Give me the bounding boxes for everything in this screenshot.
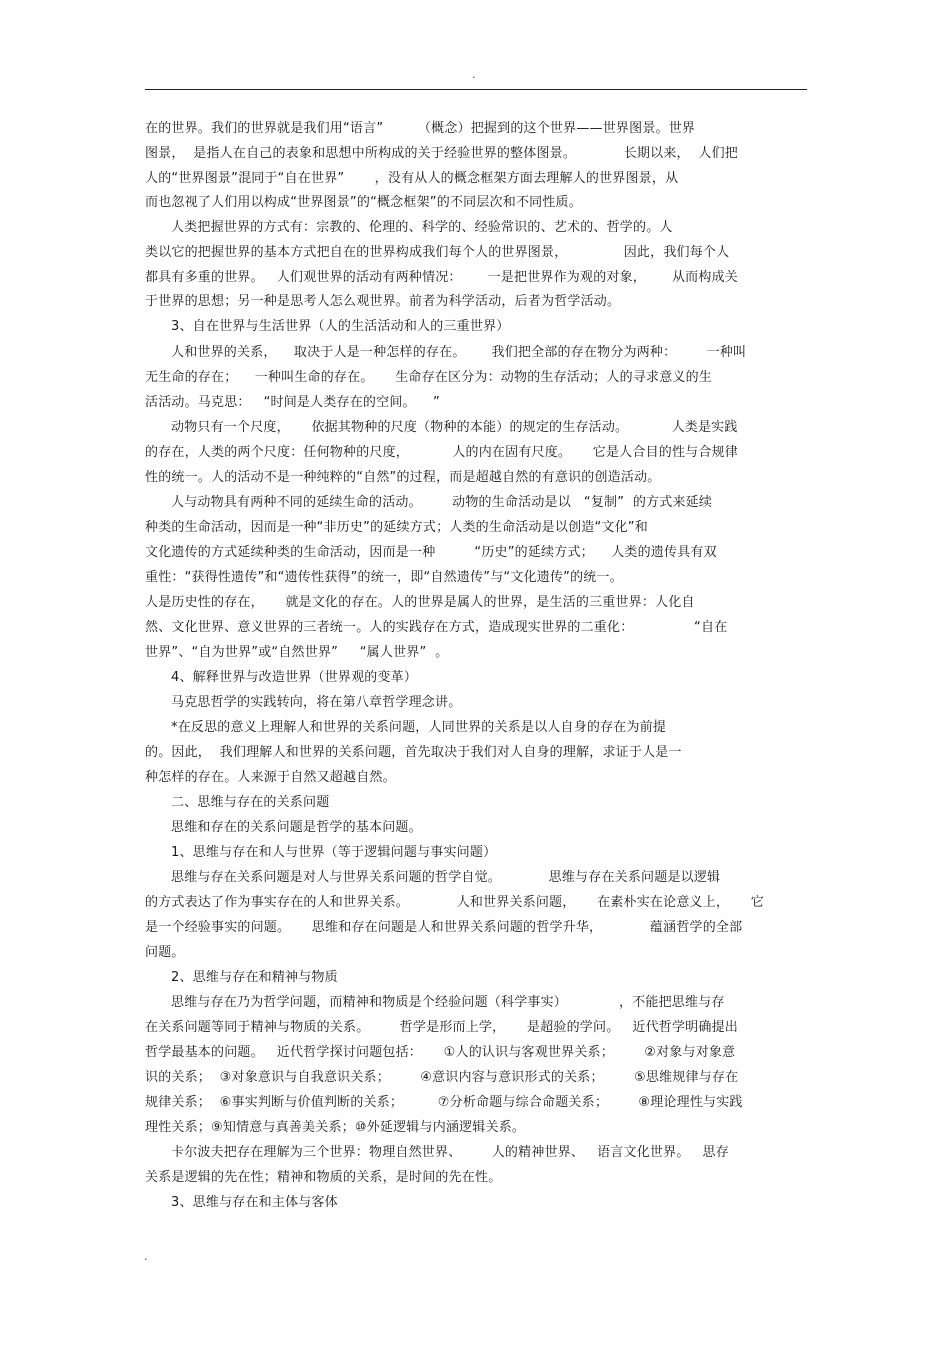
text-line: 识的关系； ③对象意识与自我意识关系； ④意识内容与意识形式的关系； ⑤思维规律与存在 (145, 1070, 739, 1085)
text-line: 都具有多重的世界。 人们观世界的活动有两种情况： 一是把世界作为观的对象， 从而构成关 (145, 270, 738, 285)
text-line: 动物只有一个尺度， 依据其物种的尺度（物种的本能）的规定的生存活动。 人类是实践 (145, 420, 738, 435)
text-line: 性的统一。人的活动不是一种纯粹的“自然”的过程，而是超越自然的有意识的创造活动。 (145, 470, 661, 485)
text-line: 类以它的把握世界的基本方式把自在的世界构成我们每个人的世界图景， 因此，我们每个人 (145, 245, 730, 260)
text-line: 的存在，人类的两个尺度：任何物种的尺度， 人的内在固有尺度。 它是人合目的性与合规律 (145, 445, 738, 460)
text-line: 马克思哲学的实践转向，将在第八章哲学理念讲。 (145, 695, 462, 710)
text-line: *在反思的意义上理解人和世界的关系问题，人同世界的关系是以人自身的存在为前提 (145, 720, 667, 735)
text-line: 卡尔波夫把存在理解为三个世界：物理自然世界、 人的精神世界、 语言文化世界。 思存 (145, 1145, 729, 1160)
text-line: 世界”、“自为世界”或“自然世界” “属人世界” 。 (145, 645, 449, 660)
text-line: 人与动物具有两种不同的延续生命的活动。 动物的生命活动是以 “复制” 的方式来延续 (145, 495, 713, 510)
text-line: 3、思维与存在和主体与客体 (145, 1195, 338, 1210)
header-rule (145, 89, 807, 90)
text-line: 关系是逻辑的先在性；精神和物质的关系，是时间的先在性。 (145, 1170, 502, 1185)
text-line: 活活动。马克思： “时间是人类存在的空间。 ” (145, 395, 440, 410)
text-line: 哲学最基本的问题。 近代哲学探讨问题包括： ①人的认识与客观世界关系； ②对象与对象意 (145, 1045, 736, 1060)
text-line: 然、文化世界、意义世界的三者统一。人的实践存在方式，造成现实世界的二重化： “自在 (145, 620, 728, 635)
text-line: 4、解释世界与改造世界（世界观的变革） (145, 670, 418, 685)
text-line: 无生命的存在； 一种叫生命的存在。 生命存在区分为：动物的生存活动；人的寻求意义的生 (145, 370, 712, 385)
text-line: 规律关系； ⑥事实判断与价值判断的关系； ⑦分析命题与综合命题关系； ⑧理论理性与实践 (145, 1095, 743, 1110)
text-line: 思维与存在乃为哲学问题，而精神和物质是个经验问题（科学事实） ，不能把思维与存 (145, 995, 725, 1010)
text-line: 文化遗传的方式延续种类的生命活动，因而是一种 “历史”的延续方式； 人类的遗传具有双 (145, 545, 717, 560)
text-line: 3、自在世界与生活世界（人的生活活动和人的三重世界） (145, 319, 510, 334)
text-line: 种类的生命活动，因而是一种“非历史”的延续方式；人类的生命活动是以创造“文化”和 (145, 520, 648, 535)
text-line: 是一个经验事实的问题。 思维和存在问题是人和世界关系问题的哲学升华， 蕴涵哲学的全部 (145, 920, 743, 935)
text-line: 种怎样的存在。人来源于自然又超越自然。 (145, 770, 396, 785)
text-line: 问题。 (145, 945, 185, 960)
text-line: 在的世界。我们的世界就是我们用“语言” （概念）把握到的这个世界——世界图景。世界 (145, 121, 696, 136)
text-line: 人是历史性的存在， 就是文化的存在。人的世界是属人的世界，是生活的三重世界：人化自 (145, 595, 695, 610)
text-line: 思维和存在的关系问题是哲学的基本问题。 (145, 820, 422, 835)
text-line: 人的“世界图景”混同于“自在世界” ，没有从人的概念框架方面去理解人的世界图景，从 (145, 171, 679, 186)
footer-mark: . (144, 1250, 148, 1263)
text-line: 的方式表达了作为事实存在的人和世界关系。 人和世界关系问题， 在素朴实在论意义上， 它 (145, 895, 764, 910)
text-line: 2、思维与存在和精神与物质 (145, 970, 338, 985)
text-line: 1、思维与存在和人与世界（等于逻辑问题与事实问题） (145, 845, 497, 860)
text-line: 二、思维与存在的关系问题 (145, 795, 330, 810)
text-line: 图景， 是指人在自己的表象和思想中所构成的关于经验世界的整体图景。 长期以来， 人们把 (145, 146, 738, 161)
text-line: 人类把握世界的方式有：宗教的、伦理的、科学的、经验常识的、艺术的、哲学的。人 (145, 220, 673, 235)
text-line: 理性关系；⑨知情意与真善美关系；⑩外延逻辑与内涵逻辑关系。 (145, 1120, 526, 1135)
text-line: 在关系问题等同于精神与物质的关系。 哲学是形而上学， 是超验的学问。 近代哲学明确提出 (145, 1020, 738, 1035)
text-line: 于世界的思想；另一种是思考人怎么观世界。前者为科学活动，后者为哲学活动。 (145, 294, 621, 309)
text-line: 思维与存在关系问题是对人与世界关系问题的哲学自觉。 思维与存在关系问题是以逻辑 (145, 870, 721, 885)
text-line: 人和世界的关系， 取决于人是一种怎样的存在。 我们把全部的存在物分为两种： 一种叫 (145, 345, 747, 360)
text-line: 的。因此， 我们理解人和世界的关系问题，首先取决于我们对人自身的理解，求证于人是一 (145, 745, 682, 760)
text-line: 而也忽视了人们用以构成“世界图景”的“概念框架”的不同层次和不同性质。 (145, 195, 582, 210)
text-line: 重性：“获得性遗传”和“遗传性获得”的统一，即“自然遗传”与“文化遗传”的统一。 (145, 570, 623, 585)
header-mark: . (472, 68, 476, 81)
